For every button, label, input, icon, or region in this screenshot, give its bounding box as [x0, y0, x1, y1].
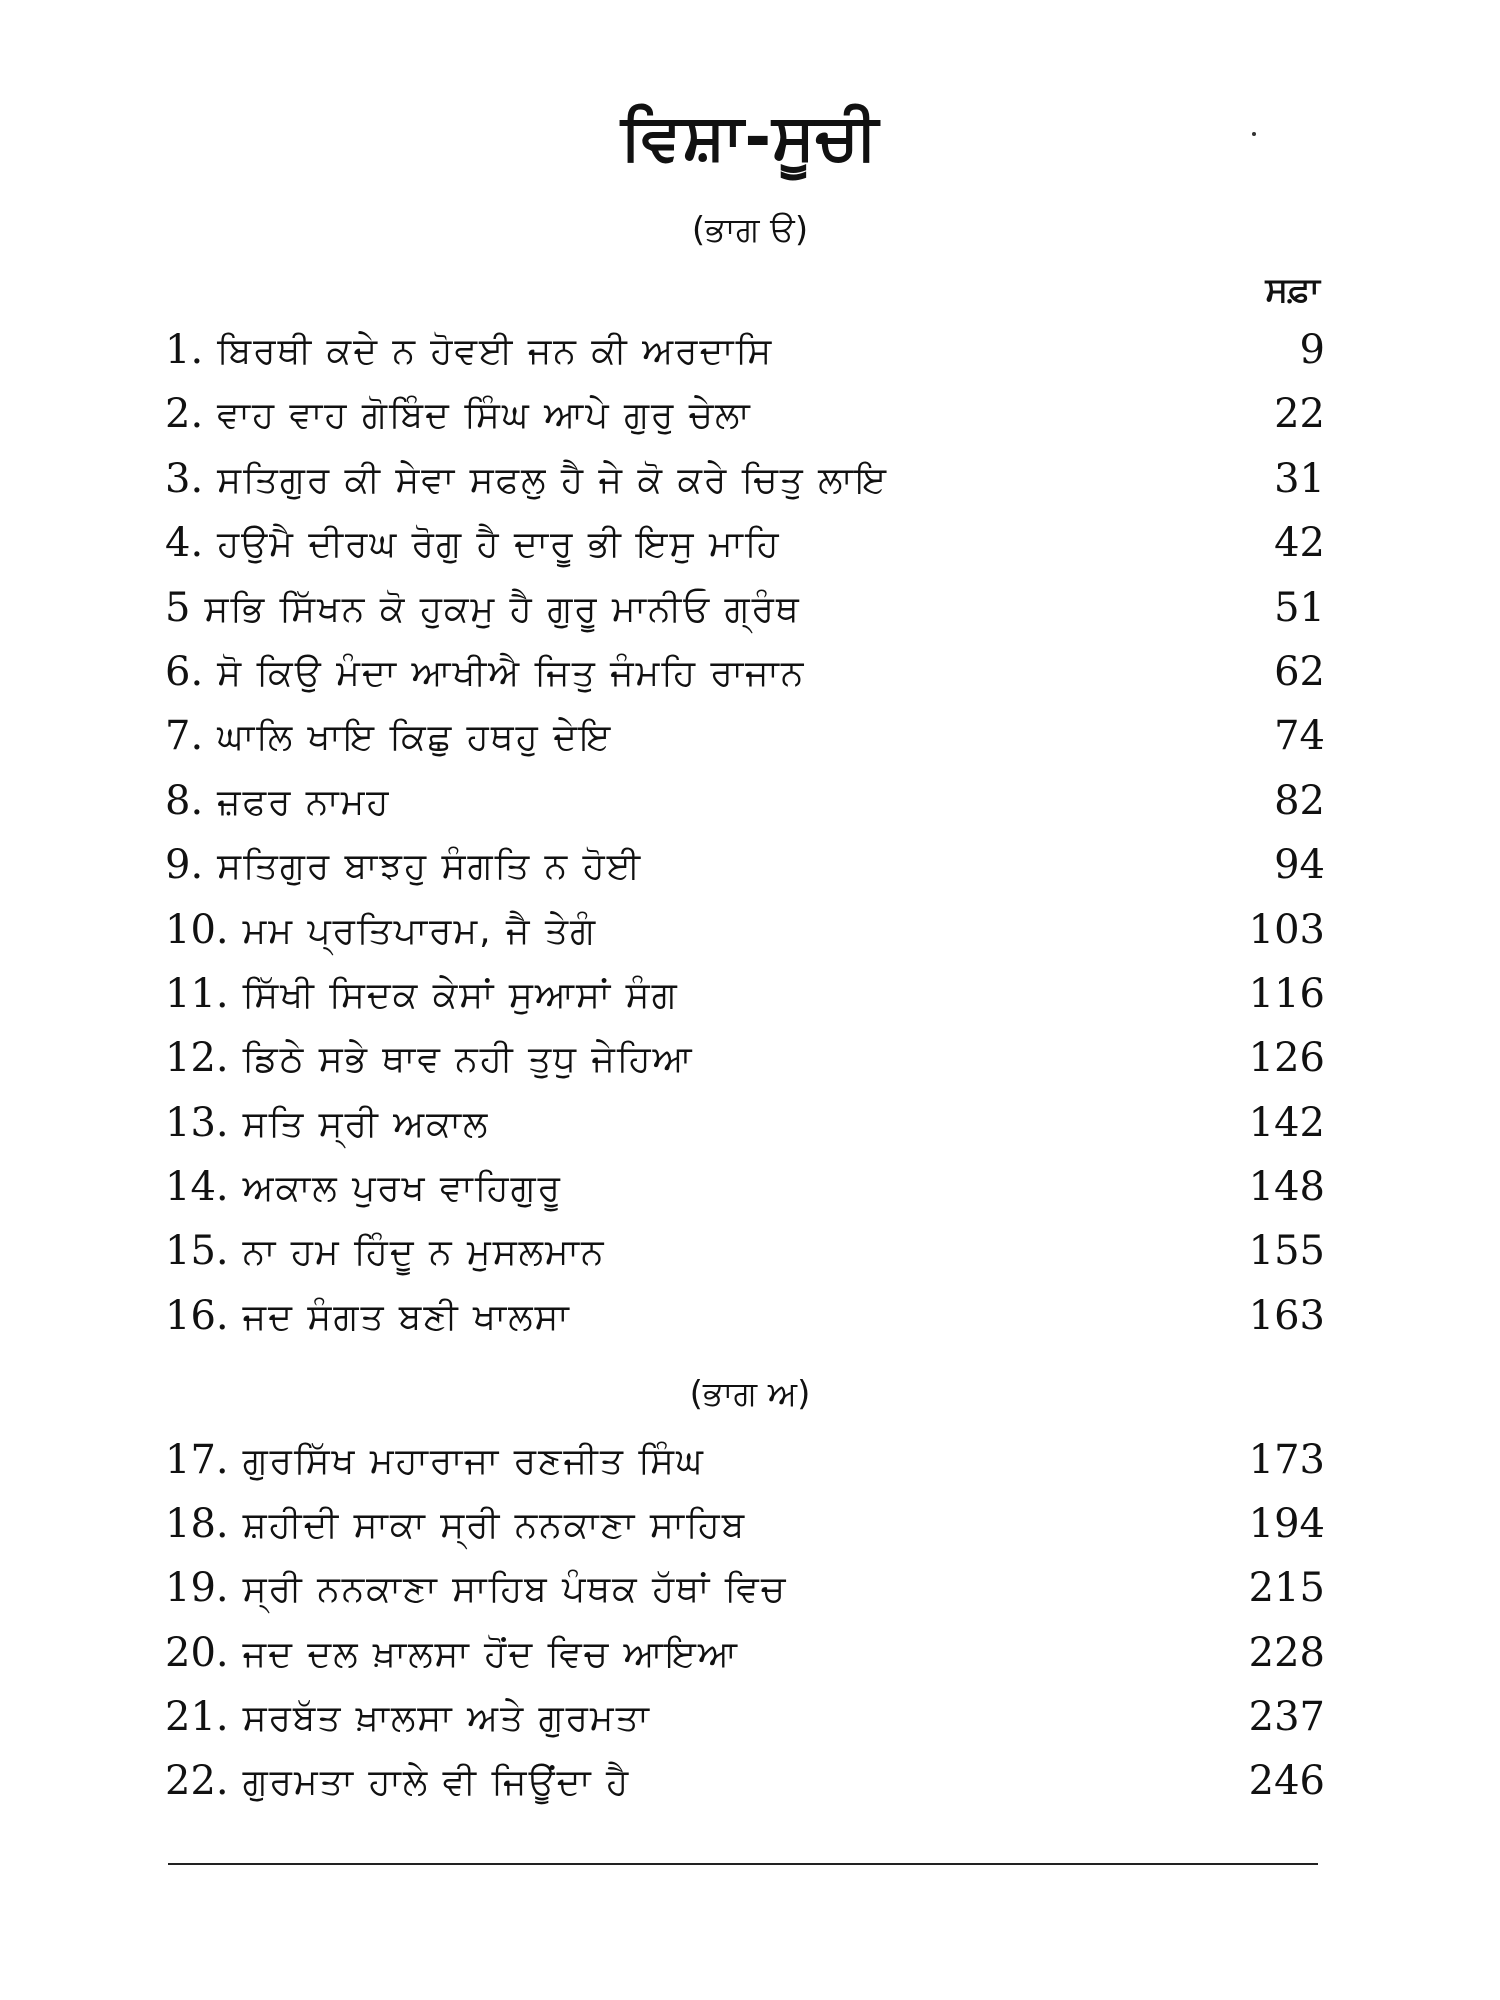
entry-title: ਗੁਰਮਤਾ ਹਾਲੇ ਵੀ ਜਿਊਂਦਾ ਹੈ	[242, 1761, 631, 1803]
entry-number: 19.	[165, 1565, 229, 1612]
toc-entry	[165, 1556, 1325, 1620]
entry-title: ਜਦ ਦਲ ਖ਼ਾਲਸਾ ਹੋਂਦ ਵਿਚ ਆਇਆ	[242, 1633, 740, 1675]
entry-number: 9.	[165, 842, 204, 889]
entry-number: 7.	[165, 713, 204, 760]
entry-number: 10.	[165, 906, 229, 953]
entry-page: 22	[1274, 391, 1325, 438]
entry-title: ਹਉਮੈ ਦੀਰਘ ਰੋਗੁ ਹੈ ਦਾਰੂ ਭੀ ਇਸੁ ਮਾਹਿ	[217, 524, 781, 566]
entry-page: 51	[1274, 584, 1325, 631]
entry-page: 246	[1248, 1757, 1325, 1804]
toc-entry	[165, 1284, 1325, 1348]
entry-title: ਮਮ ਪ੍ਰਤਿਪਾਰਮ, ਜੈ ਤੇਗੰ	[242, 910, 598, 952]
entry-title: ਜਦ ਸੰਗਤ ਬਣੀ ਖਾਲਸਾ	[242, 1296, 571, 1338]
entry-title: ਸਤਿਗੁਰ ਕੀ ਸੇਵਾ ਸਫਲੁ ਹੈ ਜੇ ਕੋ ਕਰੇ ਚਿਤੁ ਲਾਇ	[217, 459, 889, 501]
entry-page: 215	[1248, 1565, 1325, 1612]
entry-page: 126	[1248, 1035, 1325, 1082]
toc-entry	[165, 1749, 1325, 1813]
entry-page: 62	[1274, 648, 1325, 695]
entry-title: ਸੋ ਕਿਉ ਮੰਦਾ ਆਖੀਐ ਜਿਤੁ ਜੰਮਹਿ ਰਾਜਾਨ	[217, 652, 806, 694]
entry-number: 6.	[165, 648, 204, 695]
entry-page: 103	[1248, 906, 1325, 953]
entry-title: ਵਾਹ ਵਾਹ ਗੋਬਿੰਦ ਸਿੰਘ ਆਪੇ ਗੁਰੁ ਚੇਲਾ	[217, 395, 752, 437]
entry-number: 17.	[165, 1437, 229, 1483]
toc-entry	[165, 1428, 1325, 1492]
entry-number: 14.	[165, 1164, 229, 1211]
entry-title: ਬਿਰਥੀ ਕਦੇ ਨ ਹੋਵਈ ਜਨ ਕੀ ਅਰਦਾਸਿ	[217, 331, 774, 372]
toc-entry	[165, 833, 1325, 897]
entry-page: 82	[1274, 777, 1325, 824]
entry-page: 228	[1248, 1629, 1325, 1676]
entry-number: 13.	[165, 1099, 229, 1146]
entry-title: ਡਿਠੇ ਸਭੇ ਥਾਵ ਨਹੀ ਤੁਧੁ ਜੇਹਿਆ	[242, 1039, 694, 1081]
entry-title: ਗੁਰਸਿੱਖ ਮਹਾਰਾਜਾ ਰਣਜੀਤ ਸਿੰਘ	[242, 1441, 705, 1482]
entry-page: 142	[1248, 1099, 1325, 1146]
entry-page: 94	[1274, 842, 1325, 889]
entry-page: 9	[1299, 327, 1325, 373]
entry-number: 12.	[165, 1035, 229, 1082]
part-1-label: (ਭਾਗ ੳ)	[691, 210, 809, 250]
entry-page: 173	[1248, 1437, 1325, 1483]
entry-number: 18.	[165, 1501, 229, 1548]
toc-entry	[165, 447, 1325, 511]
toc-entry	[165, 640, 1325, 704]
toc-entry	[165, 1685, 1325, 1749]
toc-part-1	[165, 318, 1325, 1348]
page-title: ਵਿਸ਼ਾ-ਸੂਚੀ	[620, 101, 880, 175]
entry-page: 155	[1248, 1228, 1325, 1275]
entry-title: ਸਤਿ ਸ੍ਰੀ ਅਕਾਲ	[242, 1103, 490, 1145]
bottom-rule	[168, 1863, 1318, 1865]
entry-number: 22.	[165, 1757, 229, 1804]
entry-title: ਸਭਿ ਸਿੱਖਨ ਕੋ ਹੁਕਮੁ ਹੈ ਗੁਰੂ ਮਾਨੀਓ ਗ੍ਰੰਥ	[204, 588, 801, 630]
entry-number: 3.	[165, 455, 204, 502]
entry-page: 237	[1248, 1693, 1325, 1740]
toc-entry	[165, 1091, 1325, 1155]
toc-entry	[165, 1155, 1325, 1219]
entry-page: 31	[1274, 455, 1325, 502]
entry-title: ਸਿੱਖੀ ਸਿਦਕ ਕੇਸਾਂ ਸੁਆਸਾਂ ਸੰਗ	[242, 974, 679, 1016]
entry-number: 8.	[165, 777, 204, 824]
entry-page: 194	[1248, 1501, 1325, 1548]
toc-entry	[165, 1219, 1325, 1283]
toc-part-2	[165, 1428, 1325, 1813]
toc-entry	[165, 1492, 1325, 1556]
entry-title: ਜ਼ਫਰ ਨਾਮਹ	[217, 781, 391, 823]
entry-page: 163	[1248, 1292, 1325, 1339]
toc-entry	[165, 318, 1325, 382]
entry-page: 42	[1274, 520, 1325, 567]
toc-entry	[165, 576, 1325, 640]
entry-title: ਸਤਿਗੁਰ ਬਾਝਹੁ ਸੰਗਤਿ ਨ ਹੋਈ	[217, 846, 643, 888]
entry-title: ਸਰਬੱਤ ਖ਼ਾਲਸਾ ਅਤੇ ਗੁਰਮਤਾ	[242, 1697, 651, 1739]
entry-title: ਅਕਾਲ ਪੁਰਖ ਵਾਹਿਗੁਰੂ	[242, 1168, 562, 1210]
entry-title: ਘਾਲਿ ਖਾਇ ਕਿਛੁ ਹਥਹੁ ਦੇਇ	[217, 717, 613, 759]
entry-number: 21.	[165, 1693, 229, 1740]
page-column-heading: ਸਫ਼ਾ	[1265, 270, 1320, 310]
entry-title: ਨਾ ਹਮ ਹਿੰਦੂ ਨ ਮੁਸਲਮਾਨ	[242, 1232, 606, 1274]
entry-number: 15.	[165, 1228, 229, 1275]
entry-number: 4.	[165, 520, 204, 567]
toc-entry	[165, 382, 1325, 446]
entry-number: 16.	[165, 1292, 229, 1339]
entry-page: 116	[1248, 970, 1325, 1017]
toc-entry	[165, 1026, 1325, 1090]
entry-page: 148	[1248, 1164, 1325, 1211]
entry-number: 1.	[165, 327, 204, 373]
entry-title: ਸ੍ਰੀ ਨਨਕਾਣਾ ਸਾਹਿਬ ਪੰਥਕ ਹੱਥਾਂ ਵਿਚ	[242, 1569, 788, 1611]
entry-page: 74	[1274, 713, 1325, 760]
part-2-label: (ਭਾਗ ਅ)	[689, 1374, 811, 1414]
toc-entry	[165, 962, 1325, 1026]
entry-number: 20.	[165, 1629, 229, 1676]
toc-entry	[165, 898, 1325, 962]
toc-entry	[165, 1621, 1325, 1685]
entry-number: 2.	[165, 391, 204, 438]
toc-entry	[165, 511, 1325, 575]
entry-number: 5	[165, 584, 191, 631]
entry-title: ਸ਼ਹੀਦੀ ਸਾਕਾ ਸ੍ਰੀ ਨਨਕਾਣਾ ਸਾਹਿਬ	[242, 1505, 747, 1547]
toc-entry	[165, 704, 1325, 768]
entry-number: 11.	[165, 970, 229, 1017]
toc-entry	[165, 769, 1325, 833]
